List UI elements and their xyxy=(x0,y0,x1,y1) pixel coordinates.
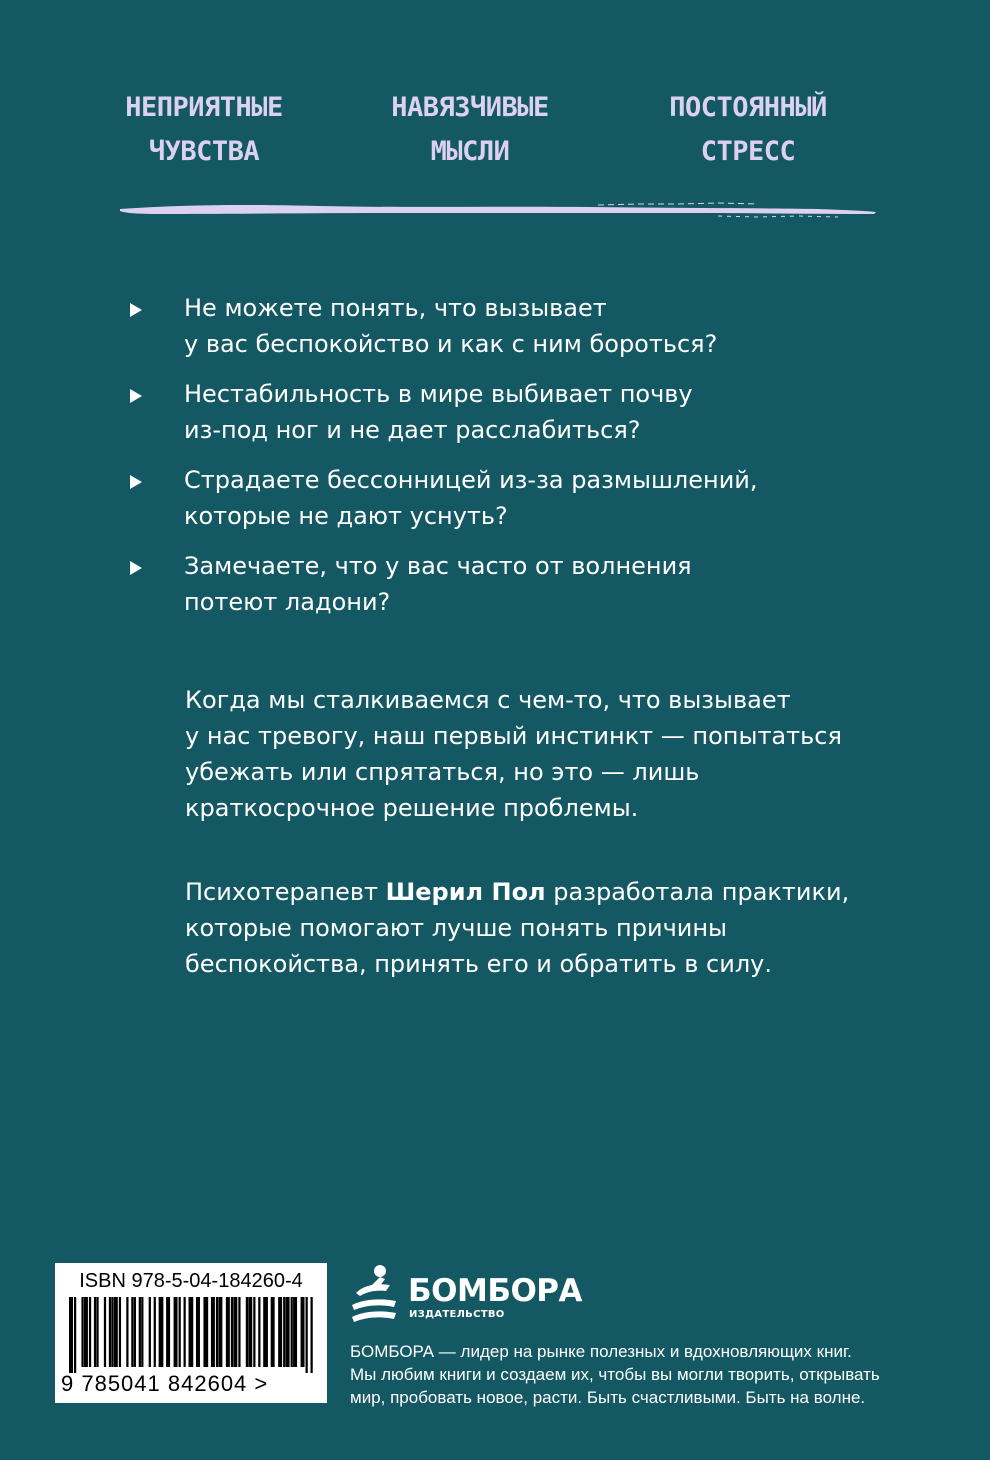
barcode-bar xyxy=(149,1297,151,1367)
barcode-bar xyxy=(311,1297,313,1373)
heading-line: ЧУВСТВА xyxy=(148,136,260,167)
barcode-bar xyxy=(104,1297,106,1367)
barcode-bar xyxy=(291,1297,293,1367)
text-line: убежать или спрятаться, но это — лишь xyxy=(185,758,700,786)
barcode-bar xyxy=(134,1297,136,1367)
barcode-bar xyxy=(179,1297,181,1367)
publisher-logo-name: БОМБОРА xyxy=(408,1273,583,1309)
barcode-bar xyxy=(141,1297,143,1367)
barcode-bar xyxy=(131,1297,133,1367)
bombora-logo-icon xyxy=(350,1263,400,1331)
heading-row xyxy=(0,86,990,176)
publisher-description xyxy=(350,1340,880,1409)
text-line: Мы любим книги и создаем их, чтобы вы могли творить, открывать xyxy=(350,1365,880,1384)
text-fragment: разработала практики, xyxy=(545,878,850,906)
barcode-bar xyxy=(216,1297,218,1367)
barcode-bars xyxy=(69,1297,313,1373)
text-line: которые помогают лучше понять причины xyxy=(185,914,727,942)
text-line xyxy=(185,874,849,910)
barcode-bar xyxy=(119,1297,121,1367)
barcode-bar xyxy=(154,1297,156,1367)
barcode-bar xyxy=(293,1297,297,1367)
list-item-text xyxy=(184,462,758,534)
list-item xyxy=(128,462,888,548)
text-line: мир, пробовать новое, расти. Быть счастливыми. Быть на волне. xyxy=(350,1388,866,1407)
barcode-bar xyxy=(191,1297,193,1367)
text-line: Не можете понять, что вызывает xyxy=(184,294,607,322)
barcode-digits: 9 785041 842604 > xyxy=(61,1371,269,1396)
barcode-bar xyxy=(96,1297,98,1367)
barcode-bar xyxy=(283,1297,285,1367)
text-line: из-под ног и не дает расслабиться? xyxy=(184,416,641,444)
author-name: Шерил Пол xyxy=(385,878,546,906)
isbn-barcode xyxy=(55,1263,327,1403)
barcode-bar xyxy=(238,1297,240,1367)
barcode-bar xyxy=(174,1297,178,1367)
barcode-bar xyxy=(271,1297,275,1367)
barcode-bar xyxy=(286,1297,290,1367)
barcode-bar xyxy=(114,1297,118,1367)
heading-line: СТРЕСС xyxy=(700,136,796,167)
heading-line: МЫСЛИ xyxy=(430,136,510,167)
barcode-bar xyxy=(81,1297,83,1367)
list-item-text xyxy=(184,290,717,362)
barcode-bar xyxy=(211,1297,215,1367)
triangle-bullet-icon xyxy=(130,389,142,403)
text-line: Когда мы сталкиваемся с чем-то, что вызывает xyxy=(185,686,791,714)
list-item xyxy=(128,376,888,462)
intro-paragraph xyxy=(185,682,842,826)
barcode-bar xyxy=(184,1297,186,1367)
barcode-bar xyxy=(258,1297,260,1367)
heading-obsessive-thoughts xyxy=(340,86,600,174)
text-line: потеют ладони? xyxy=(184,588,391,616)
list-item-text xyxy=(184,548,692,620)
barcode-bar xyxy=(233,1297,237,1367)
heading-line: ПОСТОЯННЫЙ xyxy=(669,92,827,123)
text-line: беспокойства, принять его и обратить в силу. xyxy=(185,950,773,978)
text-line: краткосрочное решение проблемы. xyxy=(185,794,639,822)
text-line: БОМБОРА — лидер на рынке полезных и вдохновляющих книг. xyxy=(350,1342,852,1361)
barcode-bar xyxy=(166,1297,170,1367)
heading-line: НАВЯЗЧИВЫЕ xyxy=(391,92,549,123)
barcode-bar xyxy=(278,1297,282,1367)
triangle-bullet-icon xyxy=(130,475,142,489)
question-list xyxy=(128,290,888,634)
barcode-bar xyxy=(126,1297,128,1367)
barcode-bar xyxy=(74,1297,76,1373)
barcode-bar xyxy=(306,1297,308,1373)
barcode-bar xyxy=(218,1297,222,1367)
list-item xyxy=(128,290,888,376)
barcode-bar xyxy=(89,1297,91,1367)
triangle-bullet-icon xyxy=(130,303,142,317)
publisher-logo-subtitle: ИЗДАТЕЛЬСТВО xyxy=(409,1309,505,1320)
text-fragment: Психотерапевт xyxy=(185,878,386,906)
brush-stroke-divider xyxy=(118,196,878,222)
barcode-bar xyxy=(301,1297,305,1367)
heading-unpleasant-feelings xyxy=(74,86,334,174)
barcode-bar xyxy=(231,1297,233,1367)
text-line: Страдаете бессонницей из-за размышлений, xyxy=(184,466,758,494)
barcode-bar xyxy=(253,1297,255,1367)
heading-constant-stress xyxy=(618,86,878,174)
barcode-bar xyxy=(69,1297,73,1373)
barcode-bar xyxy=(139,1297,141,1367)
barcode-bar xyxy=(206,1297,208,1367)
barcode-bar xyxy=(111,1297,113,1367)
barcode-bar xyxy=(196,1297,200,1367)
author-paragraph xyxy=(185,874,849,982)
triangle-bullet-icon xyxy=(130,561,142,575)
barcode-bar xyxy=(109,1297,111,1367)
text-line: у вас беспокойство и как с ним бороться? xyxy=(184,330,718,358)
heading-line: НЕПРИЯТНЫЕ xyxy=(125,92,283,123)
barcode-bar xyxy=(161,1297,163,1367)
barcode-bar xyxy=(246,1297,248,1367)
list-item-text xyxy=(184,376,693,448)
isbn-number: ISBN 978-5-04-184260-4 xyxy=(79,1270,303,1292)
list-item xyxy=(128,548,888,634)
barcode-bar xyxy=(94,1297,96,1367)
barcode-bar xyxy=(248,1297,252,1367)
barcode-bar xyxy=(226,1297,230,1367)
text-line: у нас тревогу, наш первый инстинкт — попытаться xyxy=(185,722,842,750)
text-line: Замечаете, что у вас часто от волнения xyxy=(184,552,692,580)
barcode-bar xyxy=(266,1297,268,1367)
text-line: Нестабильность в мире выбивает почву xyxy=(184,380,693,408)
barcode-bar xyxy=(84,1297,88,1367)
text-line: которые не дают уснуть? xyxy=(184,502,508,530)
